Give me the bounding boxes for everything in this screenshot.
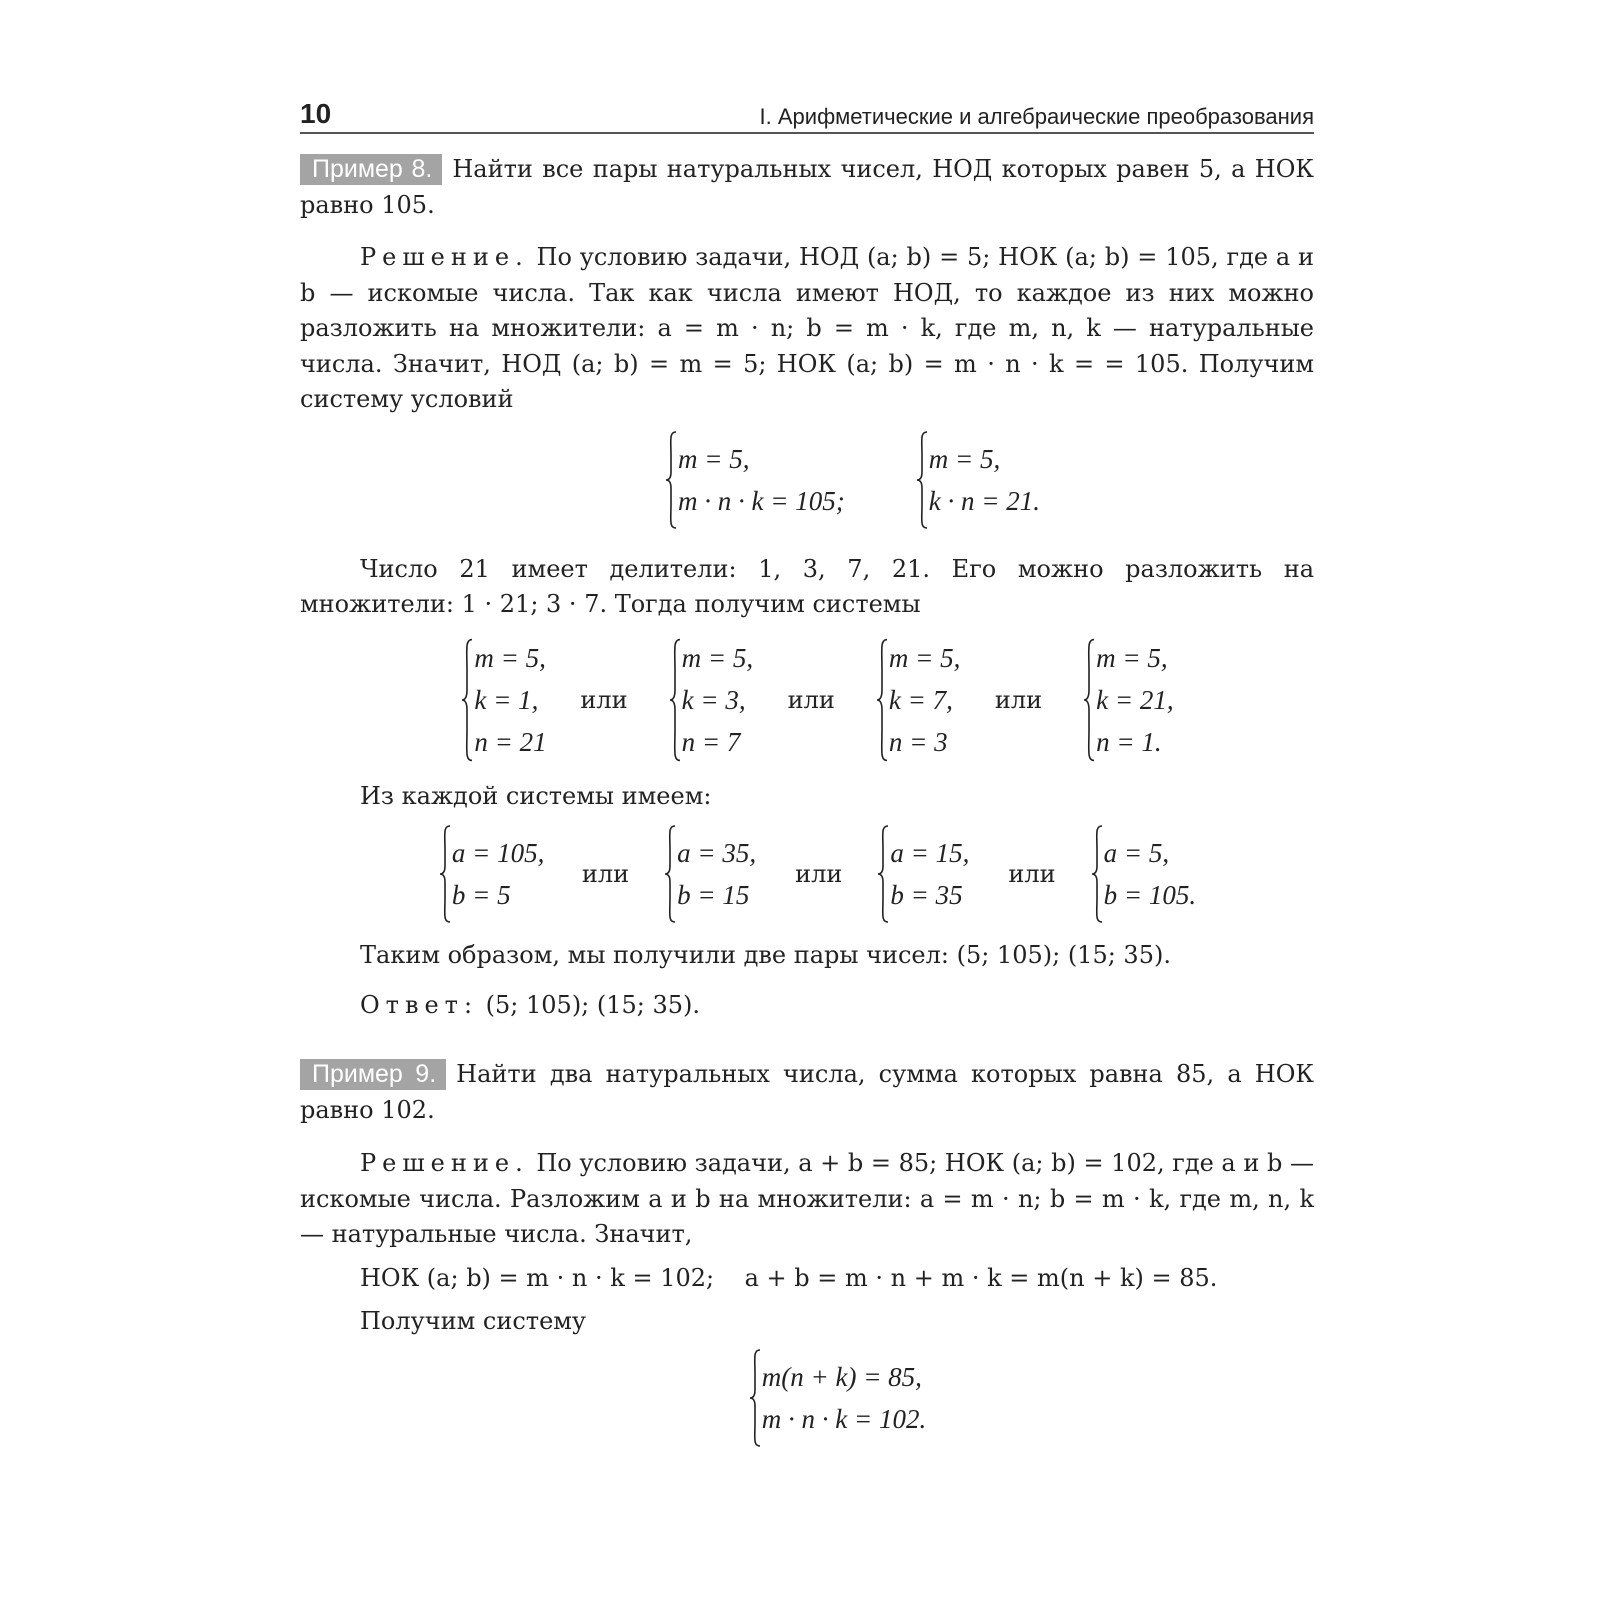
solution-text: По условию задачи, a + b = 85; НОК (a; b) = 102, где a и b — искомые числа. Разложим a и b на множители: a = m · n; b = m · k, где m, n, k — натуральные числа. Значит, (300, 1149, 1314, 1248)
system-ab-1 (438, 824, 560, 924)
equation: m = 5, (681, 642, 754, 673)
divisors-paragraph: Число 21 имеет делители: 1, 3, 7, 21. Его можно разложить на множители: 1 · 21; 3 · 7. Тогда получим системы (300, 554, 1314, 618)
page-number: 10 (300, 98, 332, 129)
equation: k · n = 21. (928, 485, 1040, 516)
or-word: или (787, 685, 835, 714)
equation: m = 5, (928, 443, 1001, 474)
or-word: или (994, 685, 1043, 714)
answer-label: Ответ: (360, 990, 479, 1019)
system-mkn-4 (1082, 637, 1173, 763)
equation: m · n · k = 102. (761, 1403, 927, 1434)
equation: k = 21, (1096, 684, 1174, 715)
equation: n = 3 (888, 726, 948, 757)
example-8-statement (300, 152, 1314, 223)
equation: b = 105. (1103, 880, 1197, 910)
systems-ab-row (300, 824, 1314, 924)
example-8-text: Найти все пары натуральных чисел, НОД которых равен 5, а НОК равно 105. (300, 155, 1314, 219)
brace (663, 824, 677, 924)
systems-mkn-row (300, 637, 1314, 763)
get-system-text: Получим систему (360, 1307, 587, 1335)
equation: k = 3, (681, 684, 746, 715)
equation: m · n · k = 105; (678, 485, 845, 516)
solution-label: Решение. (360, 243, 529, 271)
brace (438, 824, 452, 924)
or-word: или (1008, 860, 1056, 888)
example-8-answer (300, 988, 1314, 1024)
from-each-system: Из каждой системы имеем: (360, 781, 712, 810)
system-conditions-2 (915, 430, 1040, 530)
equation: n = 21 (474, 726, 547, 757)
brace (668, 637, 682, 763)
equation: a = 35, (677, 838, 757, 868)
brace (875, 637, 889, 763)
system-row-example-9 (300, 1348, 1314, 1448)
brace (1082, 637, 1096, 763)
chapter-title: I. Арифметические и алгебраические преобразования (759, 104, 1314, 129)
equation: b = 5 (451, 880, 511, 910)
answer-text: (5; 105); (15; 35). (478, 990, 701, 1019)
solution-label: Решение. (360, 1149, 529, 1177)
system-mkn-2 (668, 637, 778, 763)
equation: k = 1, (474, 684, 539, 715)
system-mkn-1 (460, 637, 570, 763)
or-word: или (580, 685, 628, 714)
system-conditions-row (300, 430, 1314, 530)
brace (915, 430, 929, 530)
system-ab-4 (1090, 824, 1196, 924)
equation: a = 15, (890, 838, 970, 868)
equation: m = 5, (1096, 642, 1168, 673)
or-word: или (581, 860, 630, 888)
textbook-page (300, 86, 1314, 1448)
example-9-solution (300, 1146, 1314, 1253)
page-header (300, 86, 1314, 134)
equation: m = 5, (474, 642, 546, 673)
conclusion: Таким образом, мы получили две пары чисел: (5; 105); (15; 35). (360, 941, 1171, 969)
brace (664, 430, 678, 530)
equation: n = 1. (1096, 726, 1162, 757)
system-ab-3 (876, 824, 986, 924)
example-8-solution (300, 240, 1314, 418)
brace (876, 824, 890, 924)
equation: m = 5, (888, 642, 961, 673)
example-9-label: Пример 9. (300, 1059, 446, 1090)
equation: b = 35 (890, 880, 963, 910)
equation: n = 7 (681, 726, 741, 757)
system-example-9 (748, 1348, 926, 1448)
example-9-text: Найти два натуральных числа, сумма которых равна 85, а НОК равно 102. (300, 1060, 1314, 1124)
brace (748, 1348, 762, 1448)
system-mkn-3 (875, 637, 985, 763)
equation: m = 5, (678, 443, 750, 474)
equation: k = 7, (888, 684, 953, 715)
system-conditions-1 (664, 430, 845, 530)
example-9-statement (300, 1057, 1314, 1128)
solution-text: По условию задачи, НОД (a; b) = 5; НОК (a; b) = 105, где a и b — искомые числа. Так как числа имеют НОД, то каждое из них можно разложить на множители: a = m · n; b = m · k, где m, n, k — натуральные числа. Значит, НОД (a; b) = m = 5; НОК (a; b) = m · n · k = = 105. Получим систему условий (300, 243, 1314, 413)
equation: a = 105, (451, 838, 545, 868)
example-8-label: Пример 8. (300, 154, 442, 185)
lcm-sum-formula: НОК (a; b) = m · n · k = 102; a + b = m · n + m · k = m(n + k) = 85. (360, 1263, 1218, 1292)
brace (1090, 824, 1104, 924)
or-word: или (795, 860, 843, 888)
equation: a = 5, (1103, 838, 1170, 868)
brace (460, 637, 474, 763)
equation: m(n + k) = 85, (761, 1361, 922, 1392)
system-ab-2 (663, 824, 773, 924)
equation: b = 15 (677, 880, 750, 910)
